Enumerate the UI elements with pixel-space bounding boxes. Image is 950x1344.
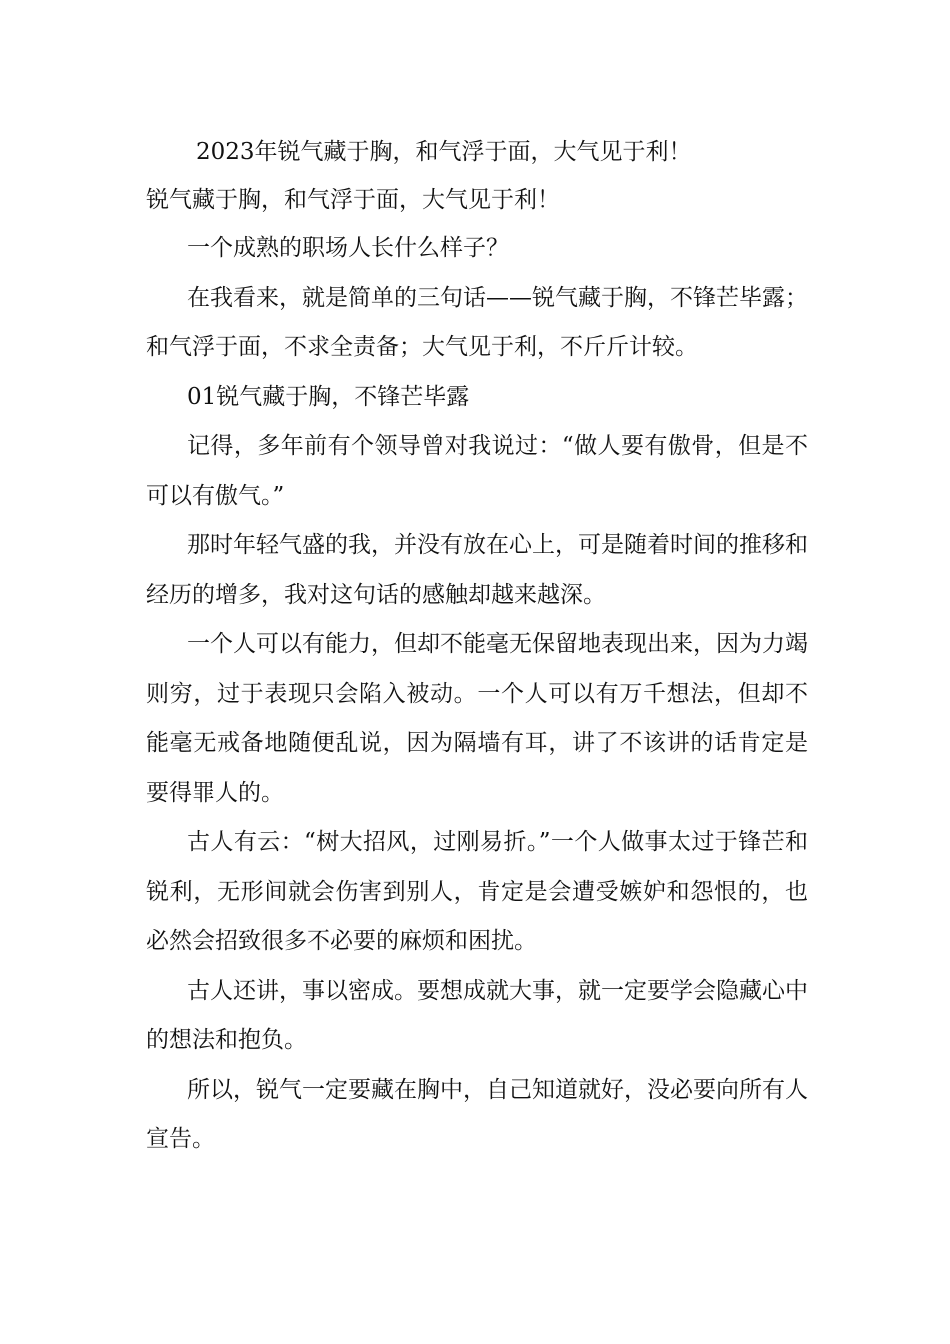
paragraph: 那时年轻气盛的我，并没有放在心上，可是随着时间的推移和经历的增多，我对这句话的感触却越来越深。 bbox=[146, 532, 808, 608]
section-heading: 01锐气藏于胸，不锋芒毕露 bbox=[187, 383, 470, 410]
paragraph: 记得，多年前有个领导曾对我说过：“做人要有傲骨，但是不可以有傲气。” bbox=[146, 433, 808, 509]
paragraph: 所以，锐气一定要藏在胸中，自己知道就好，没必要向所有人宣告。 bbox=[146, 1076, 808, 1152]
document-title: 2023年锐气藏于胸，和气浮于面，大气见于利！ bbox=[196, 139, 692, 165]
paragraph: 古人还讲，事以密成。要想成就大事，就一定要学会隐藏心中的想法和抱负。 bbox=[146, 977, 808, 1053]
document-subtitle: 锐气藏于胸，和气浮于面，大气见于利！ bbox=[146, 187, 560, 213]
paragraph: 古人有云：“树大招风，过刚易折。”一个人做事太过于锋芒和锐利，无形间就会伤害到别人，肯定是会遭受嫉妒和怨恨的，也必然会招致很多不必要的麻烦和困扰。 bbox=[146, 829, 808, 954]
paragraph: 在我看来，就是简单的三句话——锐气藏于胸，不锋芒毕露；和气浮于面，不求全责备；大气见于利，不斤斤计较。 bbox=[146, 284, 808, 360]
paragraph: 一个人可以有能力，但却不能毫无保留地表现出来，因为力竭则穷，过于表现只会陷入被动。一个人可以有万千想法，但却不能毫无戒备地随便乱说，因为隔墙有耳，讲了不该讲的话肯定是要得罪人的。 bbox=[146, 631, 808, 806]
paragraph: 一个成熟的职场人长什么样子？ bbox=[187, 235, 509, 261]
document-page bbox=[146, 128, 808, 1165]
